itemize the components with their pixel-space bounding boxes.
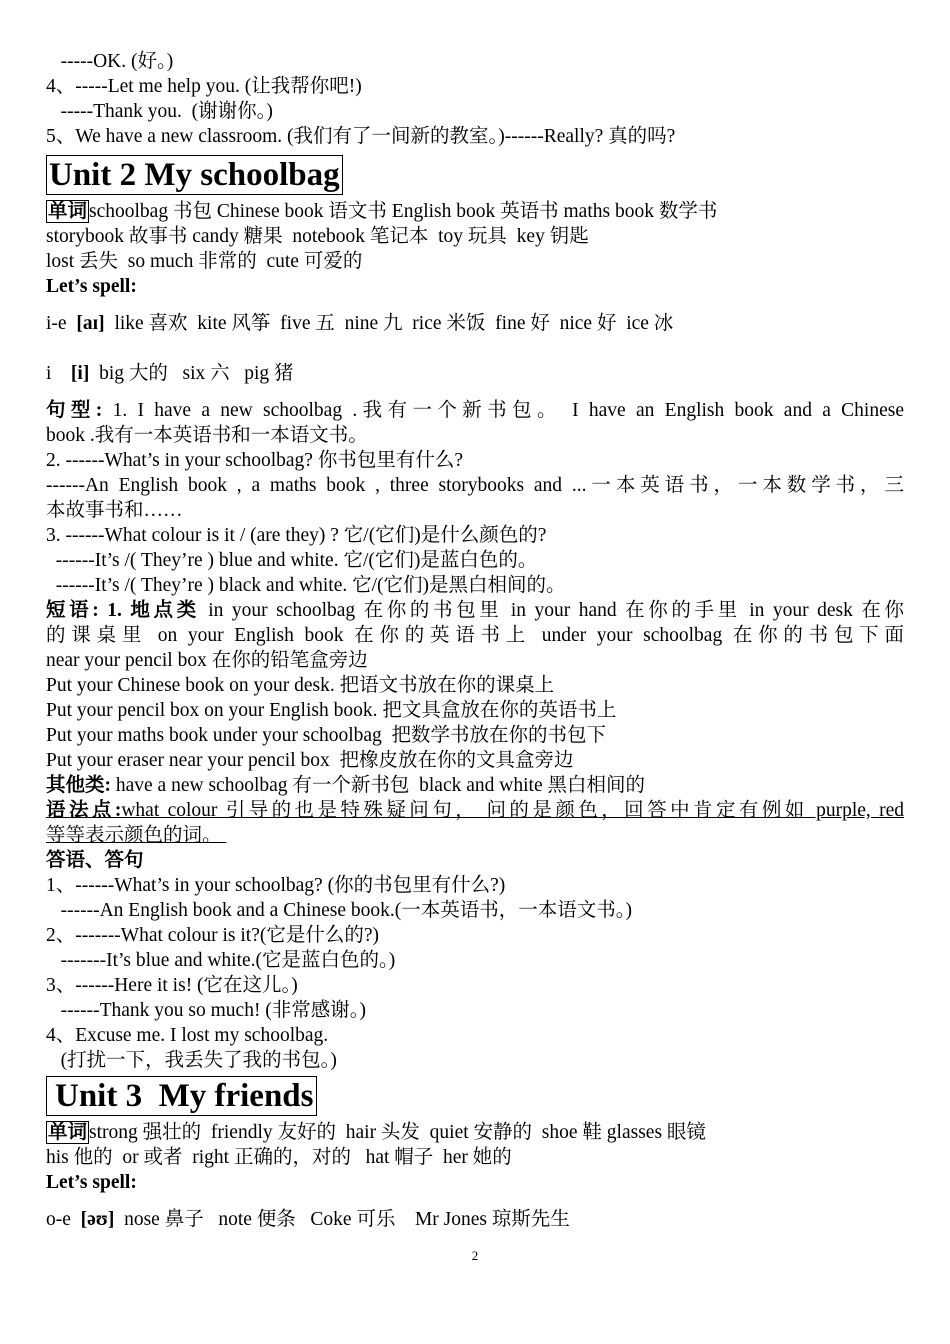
sentence-line: 本故事书和…… <box>46 500 183 521</box>
sentence-label: 句型: <box>46 400 103 421</box>
grammar-line <box>46 798 904 823</box>
dialog-line: ------An English book and a Chinese book.(一本英语书，一本语文书。) <box>46 900 632 921</box>
vocab-text: schoolbag 书包 Chinese book 语文书 English book 英语书 maths book 数学书 <box>89 201 718 222</box>
vocab-text: strong 强壮的 friendly 友好的 hair 头发 quiet 安静的 shoe 鞋 glasses 眼镜 <box>89 1122 706 1143</box>
unit3-heading: Unit 3 My friends <box>46 1076 317 1116</box>
text-line: -----OK. (好。) <box>46 51 174 72</box>
sentence-line: ------An English book , a maths book , three storybooks and ...一本英语书，一本数学书，三 <box>46 475 904 496</box>
spell-prefix: i-e <box>46 313 77 334</box>
dialog-line: 4、Excuse me. I lost my schoolbag. <box>46 1025 329 1046</box>
phonetic-symbol: [aɪ] <box>76 313 105 334</box>
phrase-line: near your pencil box 在你的铅笔盒旁边 <box>46 650 368 671</box>
spell-line <box>46 311 673 336</box>
grammar-text: what colour 引导的也是特殊疑问句， 问的是颜色，回答中肯定有例如 purple, red <box>121 800 904 821</box>
spell-heading: Let’s spell: <box>46 276 137 297</box>
spell-prefix: o-e <box>46 1209 81 1230</box>
dialog-line: 1、------What’s in your schoolbag? (你的书包里有什么?) <box>46 875 506 896</box>
spell-line <box>46 361 294 386</box>
text-line: 4、-----Let me help you. (让我帮你吧!) <box>46 76 362 97</box>
phrase-line: Put your maths book under your schoolbag 把数学书放在你的书包下 <box>46 725 607 746</box>
spell-prefix: i <box>46 363 71 384</box>
vocab-line: lost 丢失 so much 非常的 cute 可爱的 <box>46 251 363 272</box>
phrase-text: in your schoolbag 在你的书包里 in your hand 在你的手里 in your desk 在你 <box>199 600 904 621</box>
other-text: have a new schoolbag 有一个新书包 black and white 黑白相间的 <box>111 775 645 796</box>
spell-words: nose 鼻子 note 便条 Coke 可乐 Mr Jones 琼斯先生 <box>114 1209 570 1230</box>
phonetic-symbol: [əʊ] <box>80 1209 115 1230</box>
phrase-line <box>46 598 904 623</box>
text-line: -----Thank you. (谢谢你。) <box>46 101 273 122</box>
grammar-line: 等等表示颜色的词。 <box>46 825 227 846</box>
sentence-text: 1. I have a new schoolbag .我有一个新书包。 I have an English book and a Chinese <box>102 400 904 421</box>
other-line <box>46 773 645 798</box>
spell-words: like 喜欢 kite 风筝 five 五 nine 九 rice 米饭 fine 好 nice 好 ice 冰 <box>104 313 674 334</box>
vocab-line: storybook 故事书 candy 糖果 notebook 笔记本 toy 玩具 key 钥匙 <box>46 226 589 247</box>
vocab-line <box>46 199 717 224</box>
page-number: 2 <box>471 1248 479 1263</box>
unit2-heading: Unit 2 My schoolbag <box>46 155 343 195</box>
other-label: 其他类: <box>46 775 111 796</box>
phrase-line: Put your pencil box on your English book. 把文具盒放在你的英语书上 <box>46 700 617 721</box>
dialog-line: ------Thank you so much! (非常感谢。) <box>46 1000 367 1021</box>
vocab-line: his 他的 or 或者 right 正确的，对的 hat 帽子 her 她的 <box>46 1147 512 1168</box>
dialog-line: 2、-------What colour is it?(它是什么的?) <box>46 925 380 946</box>
sentence-line: 2. ------What’s in your schoolbag? 你书包里有什么? <box>46 450 463 471</box>
text-line: 5、We have a new classroom. (我们有了一间新的教室。)------Really? 真的吗? <box>46 126 676 147</box>
phrase-line: 的课桌里 on your English book 在你的英语书上 under your schoolbag 在你的书包下面 <box>46 625 904 646</box>
grammar-label: 语法点: <box>46 800 122 821</box>
dialog-line: (打扰一下，我丢失了我的书包。) <box>46 1050 337 1071</box>
vocab-label: 单词 <box>48 201 88 222</box>
vocab-label: 单词 <box>48 1122 88 1143</box>
dialog-line: 3、------Here it is! (它在这儿。) <box>46 975 298 996</box>
spell-heading: Let’s spell: <box>46 1172 137 1193</box>
dialog-heading: 答语、答句 <box>46 850 144 871</box>
sentence-line: 3. ------What colour is it / (are they) ? 它/(它们)是什么颜色的? <box>46 525 547 546</box>
phrase-line: Put your Chinese book on your desk. 把语文书放在你的课桌上 <box>46 675 555 696</box>
dialog-line: -------It’s blue and white.(它是蓝白色的。) <box>46 950 396 971</box>
spell-line <box>46 1207 570 1232</box>
phonetic-symbol: [i] <box>70 363 90 384</box>
phrase-label: 短语: 1. 地点类 <box>46 600 200 621</box>
sentence-line: ------It’s /( They’re ) blue and white. 它/(它们)是蓝白色的。 <box>46 550 538 571</box>
vocab-line <box>46 1120 706 1145</box>
spell-words: big 大的 six 六 pig 猪 <box>89 363 294 384</box>
phrase-line: Put your eraser near your pencil box 把橡皮放在你的文具盒旁边 <box>46 750 574 771</box>
sentence-line: ------It’s /( They’re ) black and white. 它/(它们)是黑白相间的。 <box>46 575 566 596</box>
sentence-line <box>46 398 904 423</box>
sentence-line: book .我有一本英语书和一本语文书。 <box>46 425 368 446</box>
